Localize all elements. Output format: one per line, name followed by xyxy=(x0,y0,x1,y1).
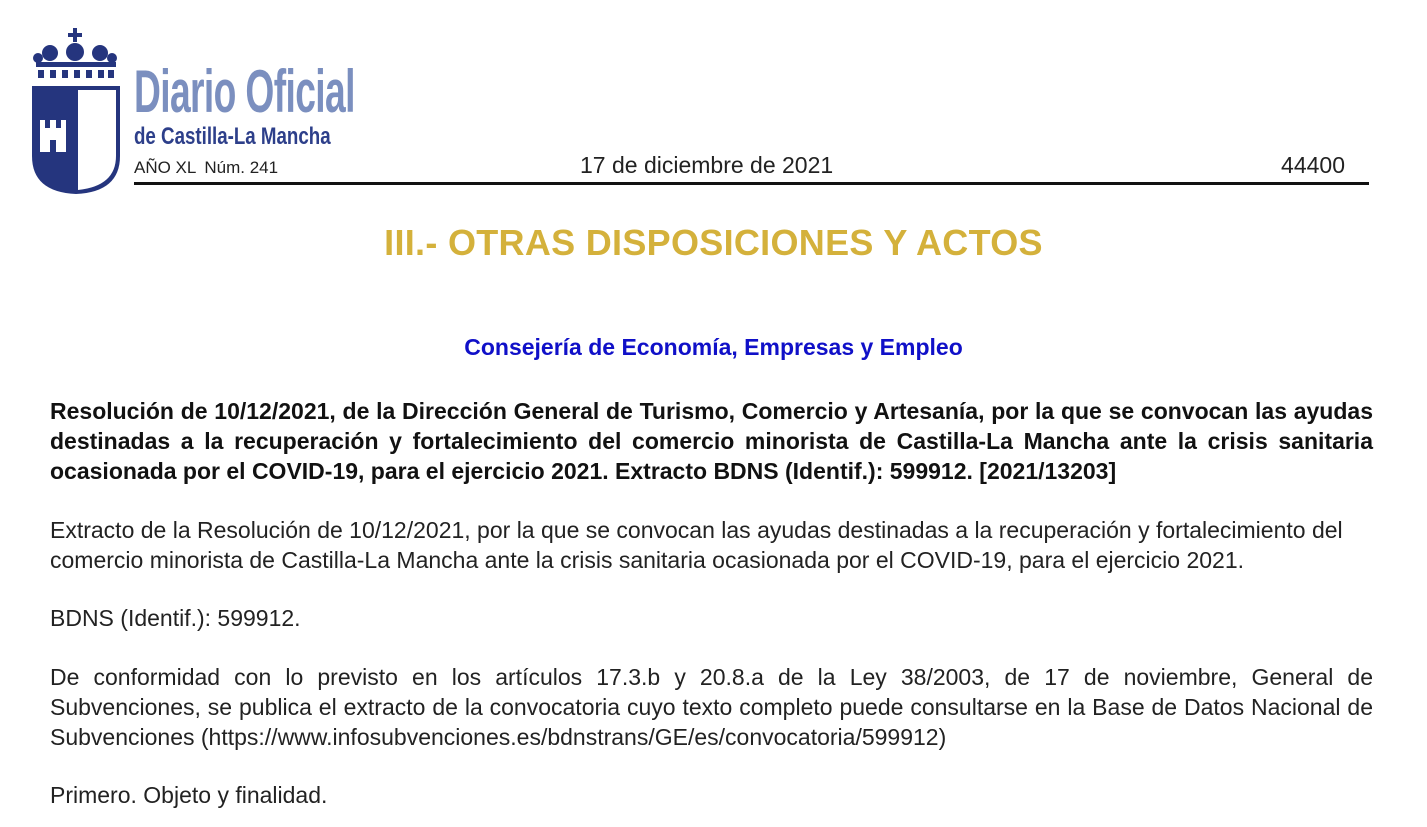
issue-number: Núm. 241 xyxy=(204,158,279,177)
masthead-title: Diario Oficial xyxy=(134,58,355,125)
page-number: 44400 xyxy=(1281,152,1345,178)
castilla-la-mancha-emblem-icon xyxy=(28,28,124,198)
section-heading-first: Primero. Objeto y finalidad. xyxy=(50,782,328,808)
conformity-paragraph: De conformidad con lo previsto en los artículos 17.3.b y 20.8.a de la Ley 38/2003, de 17 de noviembre, General de Subvenciones, se publica el extracto de la convocatoria cuyo texto completo puede consultarse en la Base de Datos Nacional de Subvenciones (https://www.infosubvenciones.es/bdnstrans/GE/es/convocatoria/599912) xyxy=(50,664,1373,750)
extract-paragraph: Extracto de la Resolución de 10/12/2021, por la que se convocan las ayudas destinadas a la recuperación y fortalecimiento del comercio minorista de Castilla-La Mancha ante la crisis sanitaria ocasionada por el COVID-19, para el ejercicio 2021. xyxy=(50,517,1343,573)
issue-info xyxy=(134,158,286,178)
year-label: AÑO XL xyxy=(134,158,197,177)
bdns-identifier: BDNS (Identif.): 599912. xyxy=(50,605,301,631)
department-heading: Consejería de Economía, Empresas y Empleo xyxy=(464,334,963,360)
header-rule xyxy=(134,182,1369,185)
section-title: III.- OTRAS DISPOSICIONES Y ACTOS xyxy=(384,222,1043,263)
resolution-title: Resolución de 10/12/2021, de la Dirección General de Turismo, Comercio y Artesanía, por la que se convocan las ayudas destinadas a la recuperación y fortalecimiento del comercio minorista de Castilla-La Mancha ante la crisis sanitaria ocasionada por el COVID-19, para el ejercicio 2021. Extracto BDNS (Identif.): 599912. [2021/13203] xyxy=(50,398,1373,484)
masthead-subtitle: de Castilla-La Mancha xyxy=(134,123,331,150)
publication-date: 17 de diciembre de 2021 xyxy=(580,152,834,178)
